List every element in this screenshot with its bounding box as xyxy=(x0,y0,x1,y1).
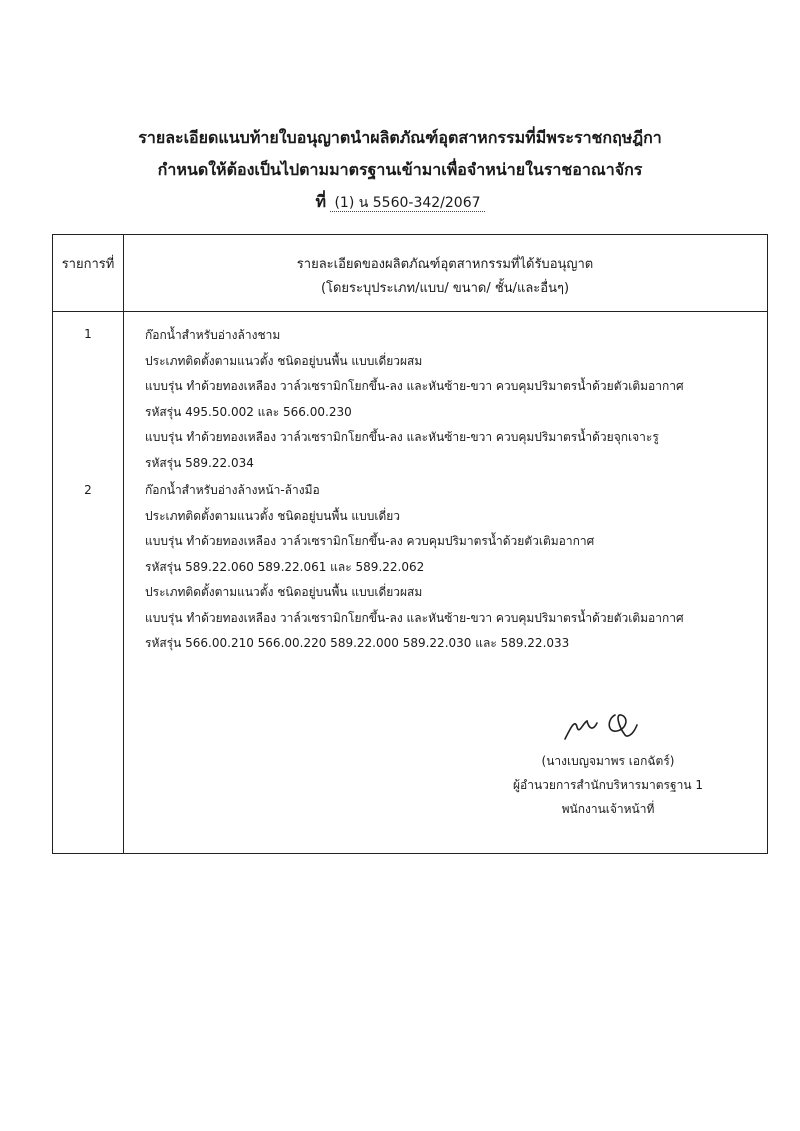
document-title-line2: กำหนดให้ต้องเป็นไปตามมาตรฐานเข้ามาเพื่อจำหน่ายในราชอาณาจักร xyxy=(157,160,643,179)
item-detail-line: ประเภทติดตั้งตามแนวตั้ง ชนิดอยู่บนพื้น แบบเดี่ยวผสม xyxy=(145,585,423,599)
item-number: 1 xyxy=(84,327,92,341)
item-detail-line: แบบรุ่น ทำด้วยทองเหลือง วาล์วเซรามิกโยกขึ้น-ลง และหันซ้าย-ขวา ควบคุมปริมาตรน้ำด้วยจุกเจาะรู xyxy=(145,430,659,444)
details-table xyxy=(52,234,768,854)
column-divider xyxy=(123,235,124,853)
document-number-label: ที่ xyxy=(315,192,327,211)
item-details xyxy=(145,323,757,476)
item-detail-line: ก๊อกน้ำสำหรับอ่างล้างชาม xyxy=(145,328,281,342)
document-number xyxy=(0,190,800,215)
document-title-line1: รายละเอียดแนบท้ายใบอนุญาตนำผลิตภัณฑ์อุตสาหกรรมที่มีพระราชกฤษฎีกา xyxy=(138,128,662,147)
item-details xyxy=(145,478,757,657)
item-detail-line: ประเภทติดตั้งตามแนวตั้ง ชนิดอยู่บนพื้น แบบเดี่ยว xyxy=(145,508,401,523)
item-detail-line: รหัสรุ่น 589.22.060 589.22.061 และ 589.22.062 xyxy=(145,559,425,574)
signature-block xyxy=(473,705,743,821)
item-detail-line: แบบรุ่น ทำด้วยทองเหลือง วาล์วเซรามิกโยกขึ้น-ลง และหันซ้าย-ขวา ควบคุมปริมาตรน้ำด้วยตัวเติมอากาศ xyxy=(145,379,684,393)
header-divider xyxy=(53,311,767,312)
signatory-name: (นางเบญจมาพร เอกฉัตร์) xyxy=(541,754,675,768)
item-detail-line: รหัสรุ่น 566.00.210 566.00.220 589.22.000 589.22.030 และ 589.22.033 xyxy=(145,636,570,650)
item-number: 2 xyxy=(84,483,92,497)
item-detail-line: แบบรุ่น ทำด้วยทองเหลือง วาล์วเซรามิกโยกขึ้น-ลง และหันซ้าย-ขวา ควบคุมปริมาตรน้ำด้วยตัวเติมอากาศ xyxy=(145,610,684,625)
signature-image xyxy=(553,705,663,745)
item-number-header: รายการที่ xyxy=(61,257,115,272)
item-detail-line: รหัสรุ่น 589.22.034 xyxy=(145,455,254,470)
item-detail-line: ก๊อกน้ำสำหรับอ่างล้างหน้า-ล้างมือ xyxy=(145,483,320,497)
detail-header xyxy=(123,253,767,301)
signatory-role: พนักงานเจ้าหน้าที่ xyxy=(561,802,655,816)
signatory-position: ผู้อำนวยการสำนักบริหารมาตรฐาน 1 xyxy=(513,778,703,792)
item-detail-line: รหัสรุ่น 495.50.002 และ 566.00.230 xyxy=(145,404,352,419)
document-number-value: (1) น 5560-342/2067 xyxy=(330,195,484,212)
item-detail-line: แบบรุ่น ทำด้วยทองเหลือง วาล์วเซรามิกโยกขึ้น-ลง ควบคุมปริมาตรน้ำด้วยตัวเติมอากาศ xyxy=(145,534,595,548)
detail-header-line1: รายละเอียดของผลิตภัณฑ์อุตสาหกรรมที่ได้รับอนุญาต xyxy=(296,257,594,272)
item-detail-line: ประเภทติดตั้งตามแนวตั้ง ชนิดอยู่บนพื้น แบบเดี่ยวผสม xyxy=(145,353,423,368)
detail-header-line2: (โดยระบุประเภท/แบบ/ ขนาด/ ชั้น/และอื่นๆ) xyxy=(320,281,570,296)
